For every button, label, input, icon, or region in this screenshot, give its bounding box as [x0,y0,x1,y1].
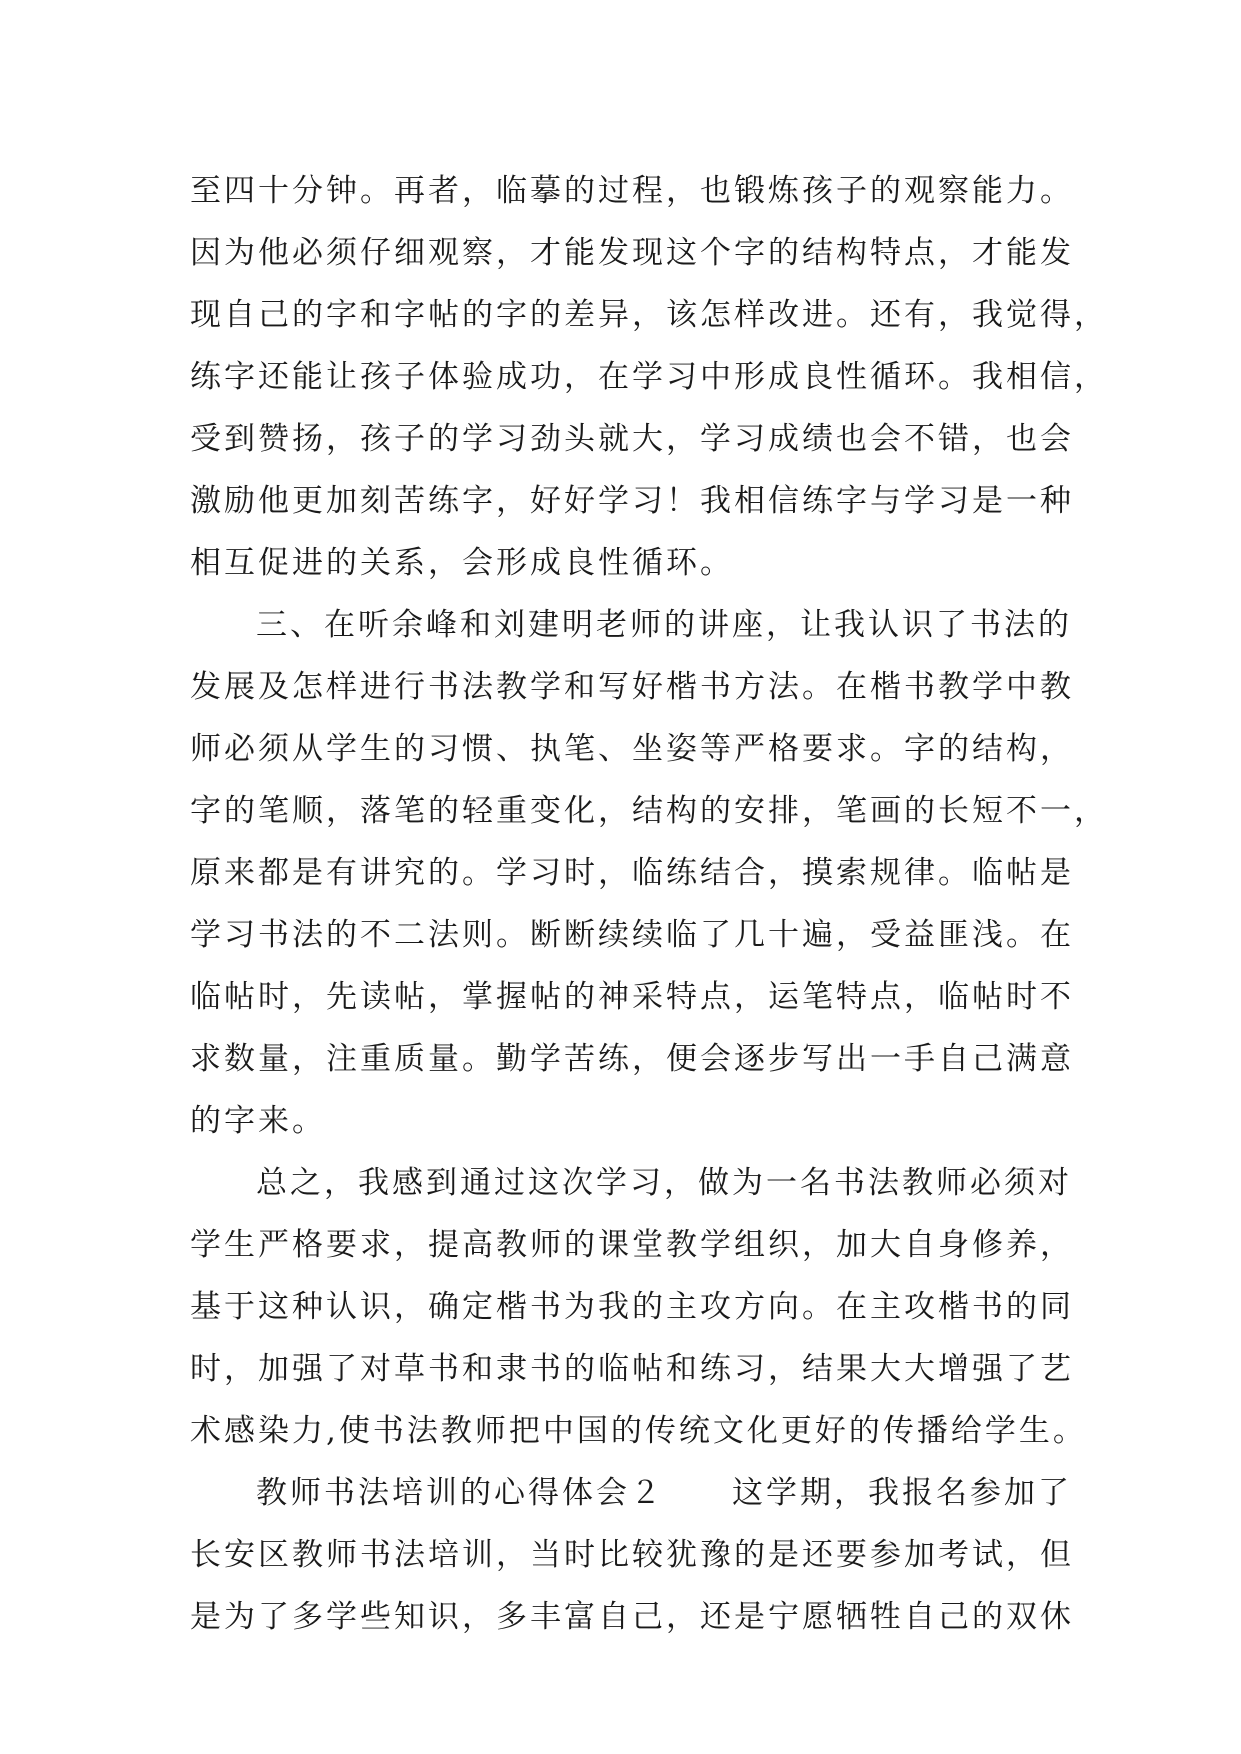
text-line: 师必须从学生的习惯、执笔、坐姿等严格要求。字的结构， [190,731,1074,767]
text-line: 练字还能让孩子体验成功，在学习中形成良性循环。我相信， [190,359,1108,395]
text-line: 求数量，注重质量。勤学苦练，便会逐步写出一手自己满意 [190,1041,1074,1077]
text-line: 相互促进的关系，会形成良性循环。 [190,545,734,581]
text-line: 现自己的字和字帖的字的差异，该怎样改进。还有，我觉得， [190,297,1108,333]
text-line: 教师书法培训的心得体会２ 这学期，我报名参加了 [256,1475,1072,1511]
text-line: 临帖时，先读帖，掌握帖的神采特点，运笔特点，临帖时不 [190,979,1074,1015]
text-line: 学习书法的不二法则。断断续续临了几十遍，受益匪浅。在 [190,917,1074,953]
text-line: 是为了多学些知识，多丰富自己，还是宁愿牺牲自己的双休 [190,1599,1074,1635]
document-body [190,160,1108,1648]
text-line: 激励他更加刻苦练字，好好学习！我相信练字与学习是一种 [190,483,1074,519]
text-line: 至四十分钟。再者，临摹的过程，也锻炼孩子的观察能力。 [190,173,1074,209]
text-line: 术感染力,使书法教师把中国的传统文化更好的传播给学生。 [190,1413,1087,1449]
text-line: 因为他必须仔细观察，才能发现这个字的结构特点，才能发 [190,235,1074,271]
text-line: 受到赞扬，孩子的学习劲头就大，学习成绩也会不错，也会 [190,421,1074,457]
text-line: 发展及怎样进行书法教学和写好楷书方法。在楷书教学中教 [190,669,1074,705]
text-line: 基于这种认识，确定楷书为我的主攻方向。在主攻楷书的同 [190,1289,1074,1325]
text-line: 总之，我感到通过这次学习，做为一名书法教师必须对 [256,1165,1072,1201]
text-line: 学生严格要求，提高教师的课堂教学组织，加大自身修养， [190,1227,1074,1263]
text-line: 长安区教师书法培训，当时比较犹豫的是还要参加考试，但 [190,1537,1074,1573]
text-line: 三、在听余峰和刘建明老师的讲座，让我认识了书法的 [256,607,1072,643]
text-line: 字的笔顺，落笔的轻重变化，结构的安排，笔画的长短不一， [190,793,1108,829]
text-line: 时，加强了对草书和隶书的临帖和练习，结果大大增强了艺 [190,1351,1074,1387]
text-line: 原来都是有讲究的。学习时，临练结合，摸索规律。临帖是 [190,855,1074,891]
text-line: 的字来。 [190,1103,326,1139]
